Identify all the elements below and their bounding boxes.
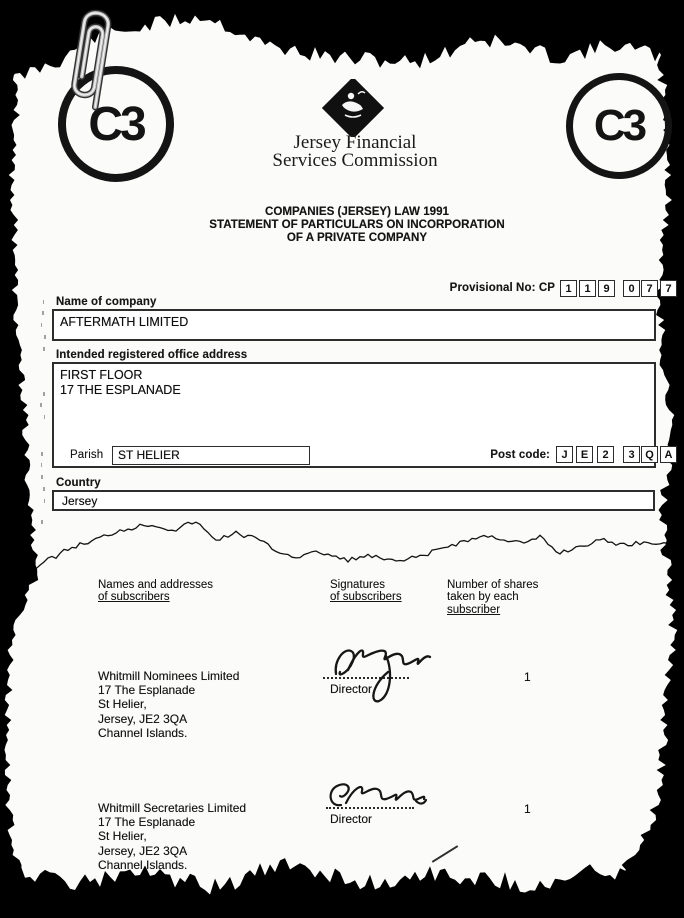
postcode-char-box: [623, 446, 640, 463]
postcode-char: Q: [645, 448, 654, 461]
provisional-digit: 1: [565, 282, 572, 295]
header-names-addresses: [98, 579, 213, 604]
jfsc-crest-icon: [318, 79, 388, 137]
c3-stamp-right: [566, 73, 672, 179]
subscriber-address-line: St Helier,: [98, 829, 147, 844]
header-line: of subscribers: [330, 591, 402, 604]
provisional-digit-box: [579, 280, 596, 297]
company-name-field: [52, 309, 656, 341]
postcode-char-box: [597, 446, 614, 463]
subscriber-address-line: Whitmill Nominees Limited: [98, 669, 240, 683]
paperclip-icon: [62, 0, 122, 114]
office-address-value: [54, 364, 654, 397]
header-line: taken by each: [447, 591, 519, 604]
provisional-digit-box: [660, 280, 677, 297]
office-address-label: Intended registered office address: [56, 349, 248, 361]
c3-stamp-right-label: C3: [593, 101, 645, 150]
subscriber-1-shares: 1: [524, 670, 531, 684]
subscriber-address-line: Whitmill Secretaries Limited: [98, 801, 247, 815]
subscriber-2-name-address: [98, 801, 246, 872]
header-line: Signatures: [330, 579, 385, 591]
provisional-digit: 7: [646, 282, 653, 295]
company-name-value: AFTERMATH LIMITED: [60, 315, 189, 329]
postcode-char: A: [664, 448, 673, 461]
jfsc-logo-line2: Services Commission: [272, 149, 438, 171]
subscriber-address-line: Channel Islands.: [98, 725, 188, 740]
form-title: [117, 206, 597, 244]
parish-value: ST HELIER: [118, 448, 180, 462]
header-signatures: [330, 579, 402, 604]
subscriber-address-line: Jersey, JE2 3QA: [98, 711, 188, 726]
parish-label: Parish: [70, 449, 104, 461]
c3-stamp-left-label: C3: [88, 97, 144, 151]
header-line: Number of shares: [447, 579, 539, 591]
provisional-digit-box: [641, 280, 658, 297]
subscriber-address-line: St Helier,: [98, 697, 147, 712]
header-number-of-shares: [447, 579, 538, 616]
postcode-char-box: [556, 446, 573, 463]
provisional-digit: 9: [603, 282, 610, 295]
address-line2: 17 THE ESPLANADE: [60, 382, 181, 397]
postcode-char: J: [561, 448, 568, 461]
postcode-char: E: [580, 448, 589, 461]
jfsc-logo-text: [255, 134, 455, 169]
postcode-char: 3: [628, 448, 635, 461]
postcode-char: 2: [602, 448, 609, 461]
provisional-digit: 0: [628, 282, 635, 295]
postcode-char-box: [576, 446, 593, 463]
subscriber-address-line: Channel Islands.: [98, 857, 188, 872]
postcode-char-box: [641, 446, 658, 463]
form-title-line1: COMPANIES (JERSEY) LAW 1991: [264, 205, 450, 218]
provisional-no-label: Provisional No: CP: [449, 282, 555, 294]
provisional-digit-box: [598, 280, 615, 297]
country-field: [52, 490, 655, 511]
subscriber-2-role: Director: [330, 812, 373, 826]
header-line: subscriber: [447, 603, 501, 616]
subscriber-address-line: Jersey, JE2 3QA: [98, 843, 188, 858]
subscriber-2-shares: 1: [524, 802, 531, 816]
provisional-digit-box: [623, 280, 640, 297]
postcode-char-box: [660, 446, 677, 463]
form-title-line3: OF A PRIVATE COMPANY: [286, 230, 428, 244]
provisional-digit-box: [560, 280, 577, 297]
subscriber-address-line: 17 The Esplanade: [98, 683, 196, 698]
subscriber-1-signature: [330, 640, 436, 710]
header-line: Names and addresses: [98, 579, 214, 591]
jfsc-logo-line1: Jersey Financial: [293, 132, 417, 153]
country-label: Country: [56, 477, 101, 489]
form-title-line2: STATEMENT OF PARTICULARS ON INCORPORATION: [209, 217, 505, 231]
subscriber-1-name-address: [98, 669, 239, 740]
provisional-digit: 7: [665, 282, 672, 295]
address-line1: FIRST FLOOR: [60, 368, 143, 382]
country-value: Jersey: [62, 494, 98, 508]
provisional-digit: 1: [584, 282, 591, 295]
company-name-label: Name of company: [56, 296, 157, 308]
postcode-label: Post code:: [490, 449, 550, 461]
subscriber-address-line: 17 The Esplanade: [98, 815, 196, 830]
parish-field: [112, 446, 310, 465]
subscriber-2-signature: [326, 778, 428, 818]
subscriber-1-role: Director: [330, 682, 373, 696]
header-line: of subscribers: [98, 591, 170, 604]
